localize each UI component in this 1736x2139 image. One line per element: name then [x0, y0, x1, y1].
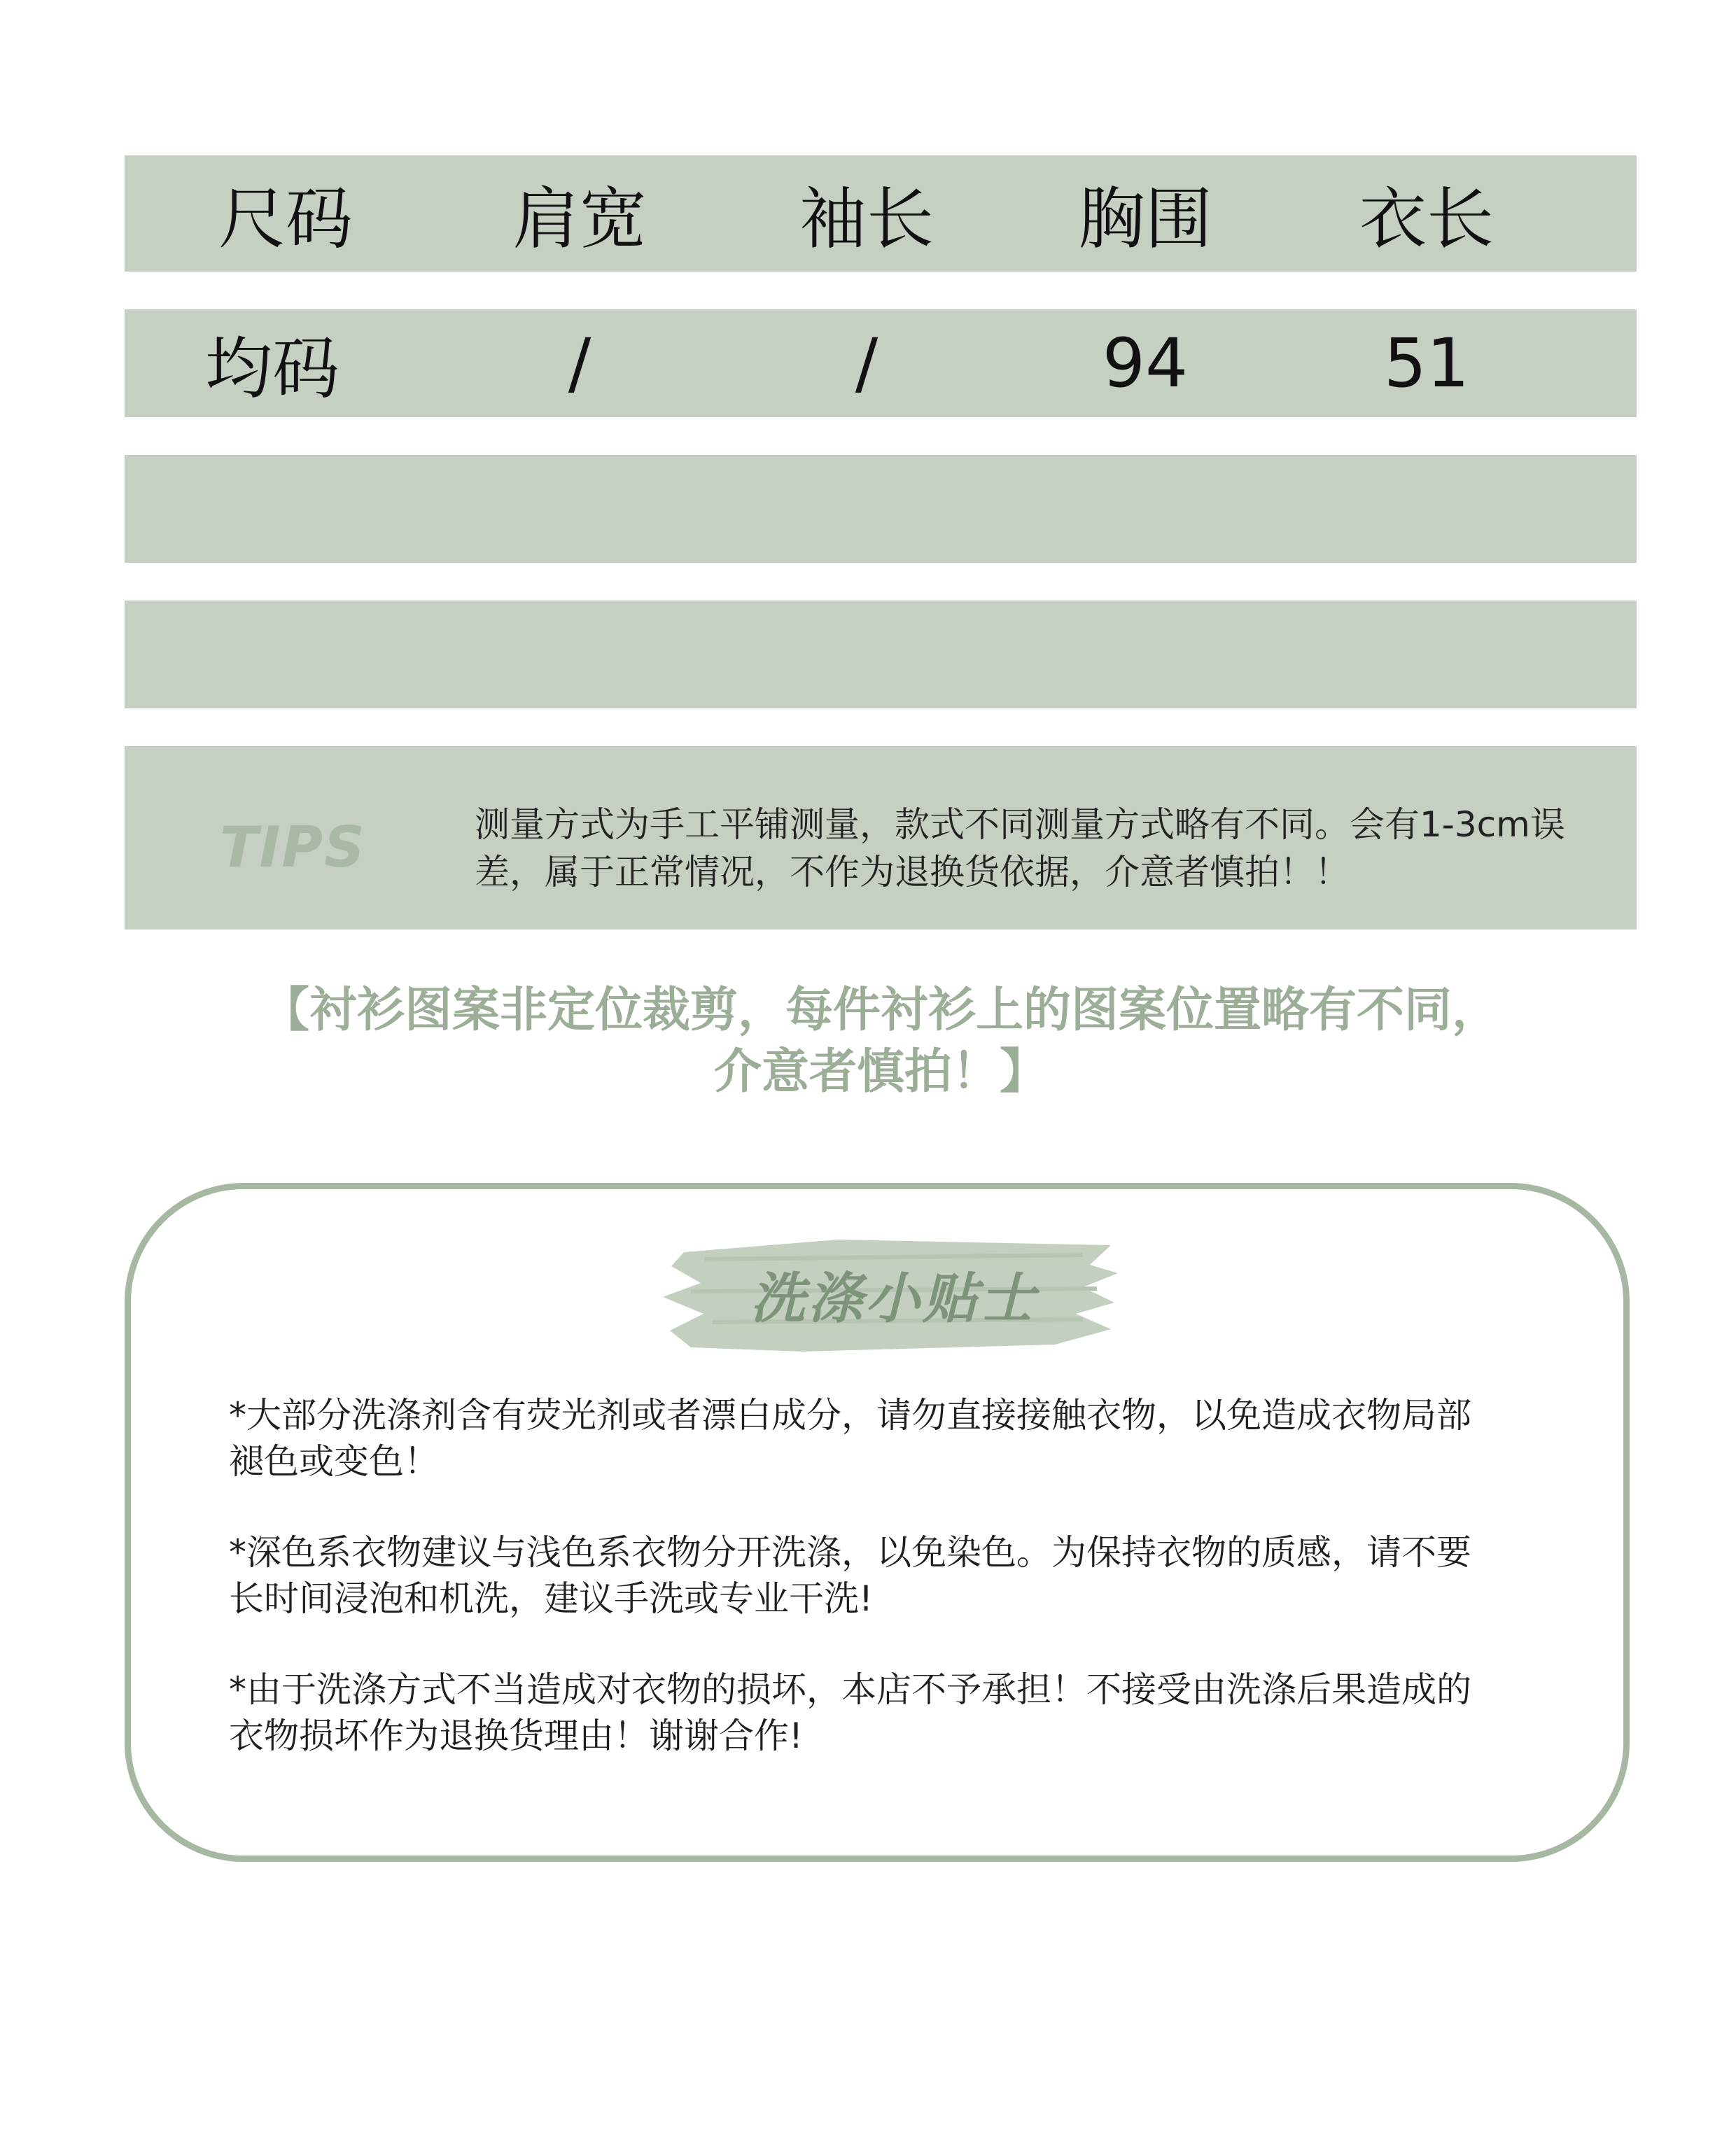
cell-shoulder: /	[568, 324, 592, 402]
cell-length: 51	[1383, 324, 1470, 402]
care-tips-box	[125, 1183, 1630, 1862]
header-shoulder: 肩宽	[512, 179, 647, 258]
cell-sleeve: /	[855, 324, 878, 402]
header-chest: 胸围	[1078, 179, 1212, 258]
header-size: 尺码	[218, 179, 353, 258]
tips-panel	[125, 746, 1637, 930]
size-table-header-row	[125, 155, 1637, 272]
care-tip-item: *由于洗涤方式不当造成对衣物的损坏，本店不予承担！不接受由洗涤后果造成的衣物损坏作为退换货理由！谢谢合作!	[229, 1669, 1471, 1756]
size-table-empty-row	[125, 601, 1637, 708]
pattern-notice	[125, 980, 1637, 1103]
care-title: 洗涤小贴士	[750, 1268, 1037, 1331]
care-title-badge	[663, 1224, 1125, 1364]
header-length: 衣长	[1359, 179, 1494, 258]
cell-size: 均码	[205, 329, 340, 408]
size-table-empty-row	[125, 455, 1637, 563]
tips-text: 测量方式为手工平铺测量，款式不同测量方式略有不同。会有1-3cm误差，属于正常情况，不作为退换货依据，介意者慎拍！！	[475, 804, 1565, 892]
tips-label: TIPS	[220, 815, 366, 880]
cell-chest: 94	[1102, 324, 1189, 402]
care-tip-item: *深色系衣物建议与浅色系衣物分开洗涤，以免染色。为保持衣物的质感，请不要长时间浸泡和机洗，建议手洗或专业干洗!	[229, 1532, 1471, 1619]
size-table-row	[125, 309, 1637, 417]
pattern-notice-line-1: 【衬衫图案非定位裁剪，每件衬衫上的图案位置略有不同，	[261, 983, 1499, 1038]
header-sleeve: 袖长	[799, 179, 934, 258]
pattern-notice-line-2: 介意者慎拍！】	[713, 1044, 1047, 1100]
care-tip-item: *大部分洗涤剂含有荧光剂或者漂白成分，请勿直接接触衣物，以免造成衣物局部褪色或变色！	[229, 1395, 1471, 1482]
